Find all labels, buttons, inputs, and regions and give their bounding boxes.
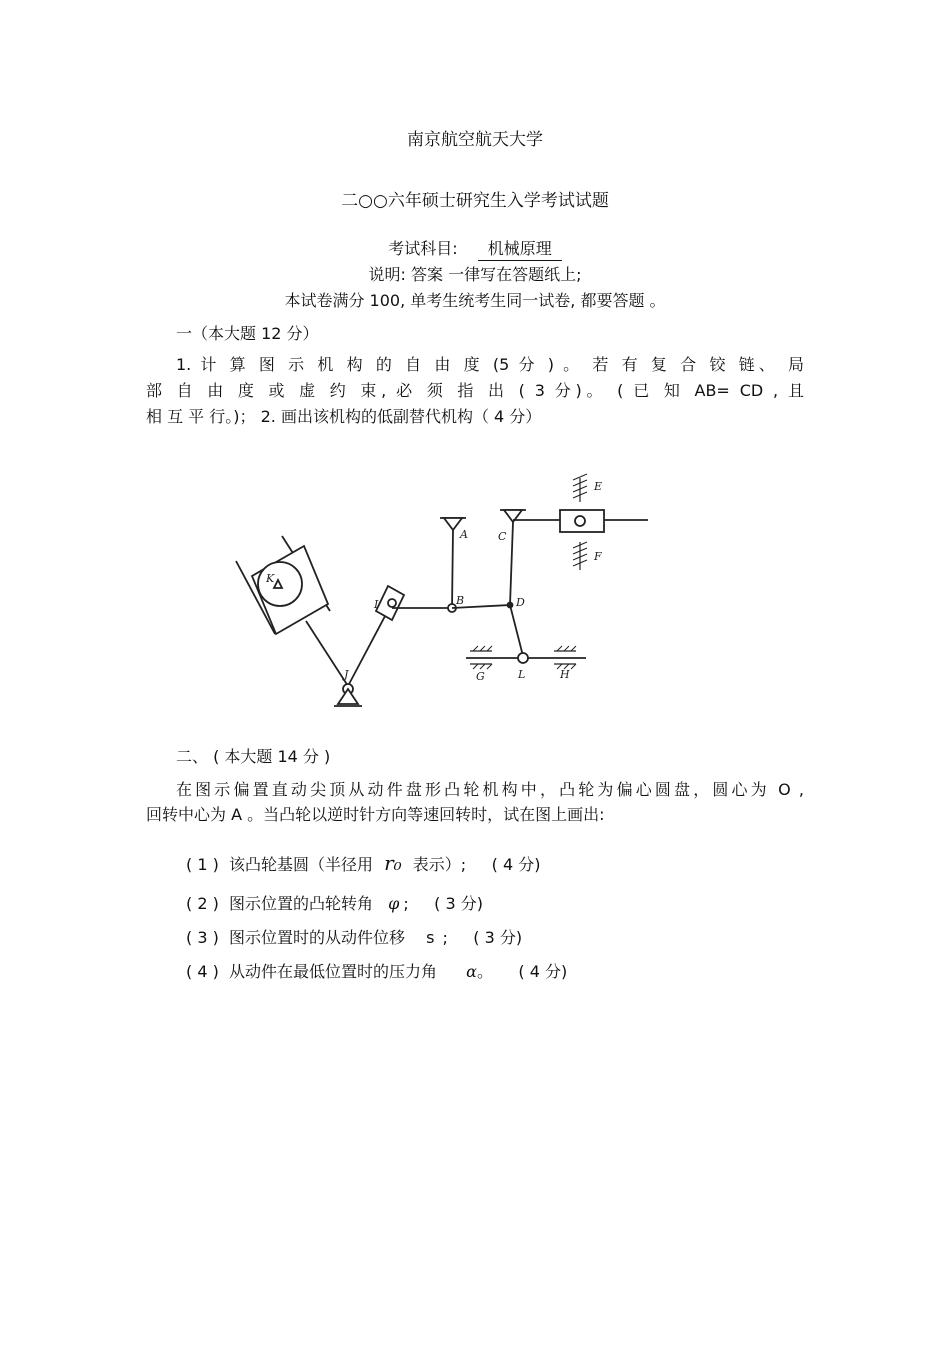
item-points: ( 3 分): [473, 928, 523, 947]
mechanism-diagram: [230, 458, 650, 718]
label-f: F: [594, 550, 602, 563]
label-b: B: [456, 594, 465, 607]
label-c: C: [498, 530, 507, 543]
item-text-after: ;: [403, 894, 409, 913]
note-line-1: 说明: 答案 一律写在答题纸上;: [368, 265, 582, 284]
item-text: 从动件在最低位置时的压力角: [229, 962, 438, 981]
joint-ef: [575, 516, 585, 526]
item-points: ( 3 分): [434, 894, 483, 913]
subject-value: 机械原理: [478, 236, 562, 261]
label-h: H: [560, 668, 570, 681]
subject-label: 考试科目:: [388, 239, 458, 258]
section1-line3: 相 互 平 行。)； 2. 画出该机构的低副替代机构（ 4 分）: [146, 407, 542, 426]
item-text: 图示位置的凸轮转角: [229, 894, 374, 913]
support-j: [338, 689, 358, 704]
item-number: ( 3 ): [186, 928, 219, 947]
item-points: ( 4 分): [518, 962, 568, 981]
question-item-3: [186, 925, 522, 948]
item-text-after: ;: [442, 928, 448, 947]
label-e: E: [594, 480, 603, 493]
item-number: ( 2 ): [186, 894, 219, 913]
note-line-2: 本试卷满分 100, 单考生统考生同一试卷, 都要答题 。: [284, 291, 666, 310]
symbol-phi: φ: [388, 894, 400, 913]
link-k-j: [306, 621, 348, 686]
label-i: I: [374, 598, 379, 611]
university-name: 南京航空航天大学: [407, 130, 543, 150]
exam-title: 二○○六年硕士研究生入学考试试题: [341, 191, 609, 211]
section1-heading: 一（本大题 12 分）: [176, 324, 319, 343]
label-g: G: [476, 670, 485, 683]
question-item-1: [186, 851, 540, 875]
symbol-r0: r₀: [384, 851, 402, 875]
joint-i: [388, 599, 396, 607]
link-c-d: [510, 522, 513, 605]
section2-heading: 二、 ( 本大题 14 分 ): [176, 747, 331, 766]
link-d-l: [510, 605, 523, 656]
question-item-4: [186, 959, 567, 982]
label-j: J: [344, 668, 349, 681]
label-d: D: [516, 596, 525, 609]
mechanism-figure: [230, 458, 650, 718]
section2-line2: 回转中心为 A 。当凸轮以逆时针方向等速回转时，试在图上画出:: [146, 805, 605, 824]
label-a: A: [460, 528, 468, 541]
item-text-after: 。: [476, 962, 493, 981]
label-l: L: [518, 668, 526, 681]
symbol-alpha: α: [466, 962, 477, 981]
link-a-b: [452, 530, 453, 608]
section2-line1: 在图示偏置直动尖顶从动件盘形凸轮机构中，凸轮为偏心圆盘，圆心为 O ,: [176, 780, 804, 799]
joint-l: [518, 653, 528, 663]
item-number: ( 4 ): [186, 962, 219, 981]
section1-line2: 部 自 由 度 或 虚 约 束, 必 须 指 出 ( 3 分)。 ( 已 知 AB= CD , 且: [146, 381, 804, 400]
section1-line1: 1. 计 算 图 示 机 构 的 自 由 度 (5 分 ) 。 若 有 复 合 铰 链、 局: [176, 355, 804, 374]
item-number: ( 1 ): [186, 855, 219, 874]
subject-line: [0, 236, 950, 261]
symbol-s: s: [426, 928, 435, 947]
item-points: ( 4 分): [491, 855, 541, 874]
label-k: K: [266, 572, 275, 585]
question-item-2: [186, 891, 483, 914]
item-text: 图示位置时的从动件位移: [229, 928, 406, 947]
item-text-after: 表示）;: [412, 855, 467, 874]
item-text: 该凸轮基圆（半径用: [229, 855, 374, 874]
